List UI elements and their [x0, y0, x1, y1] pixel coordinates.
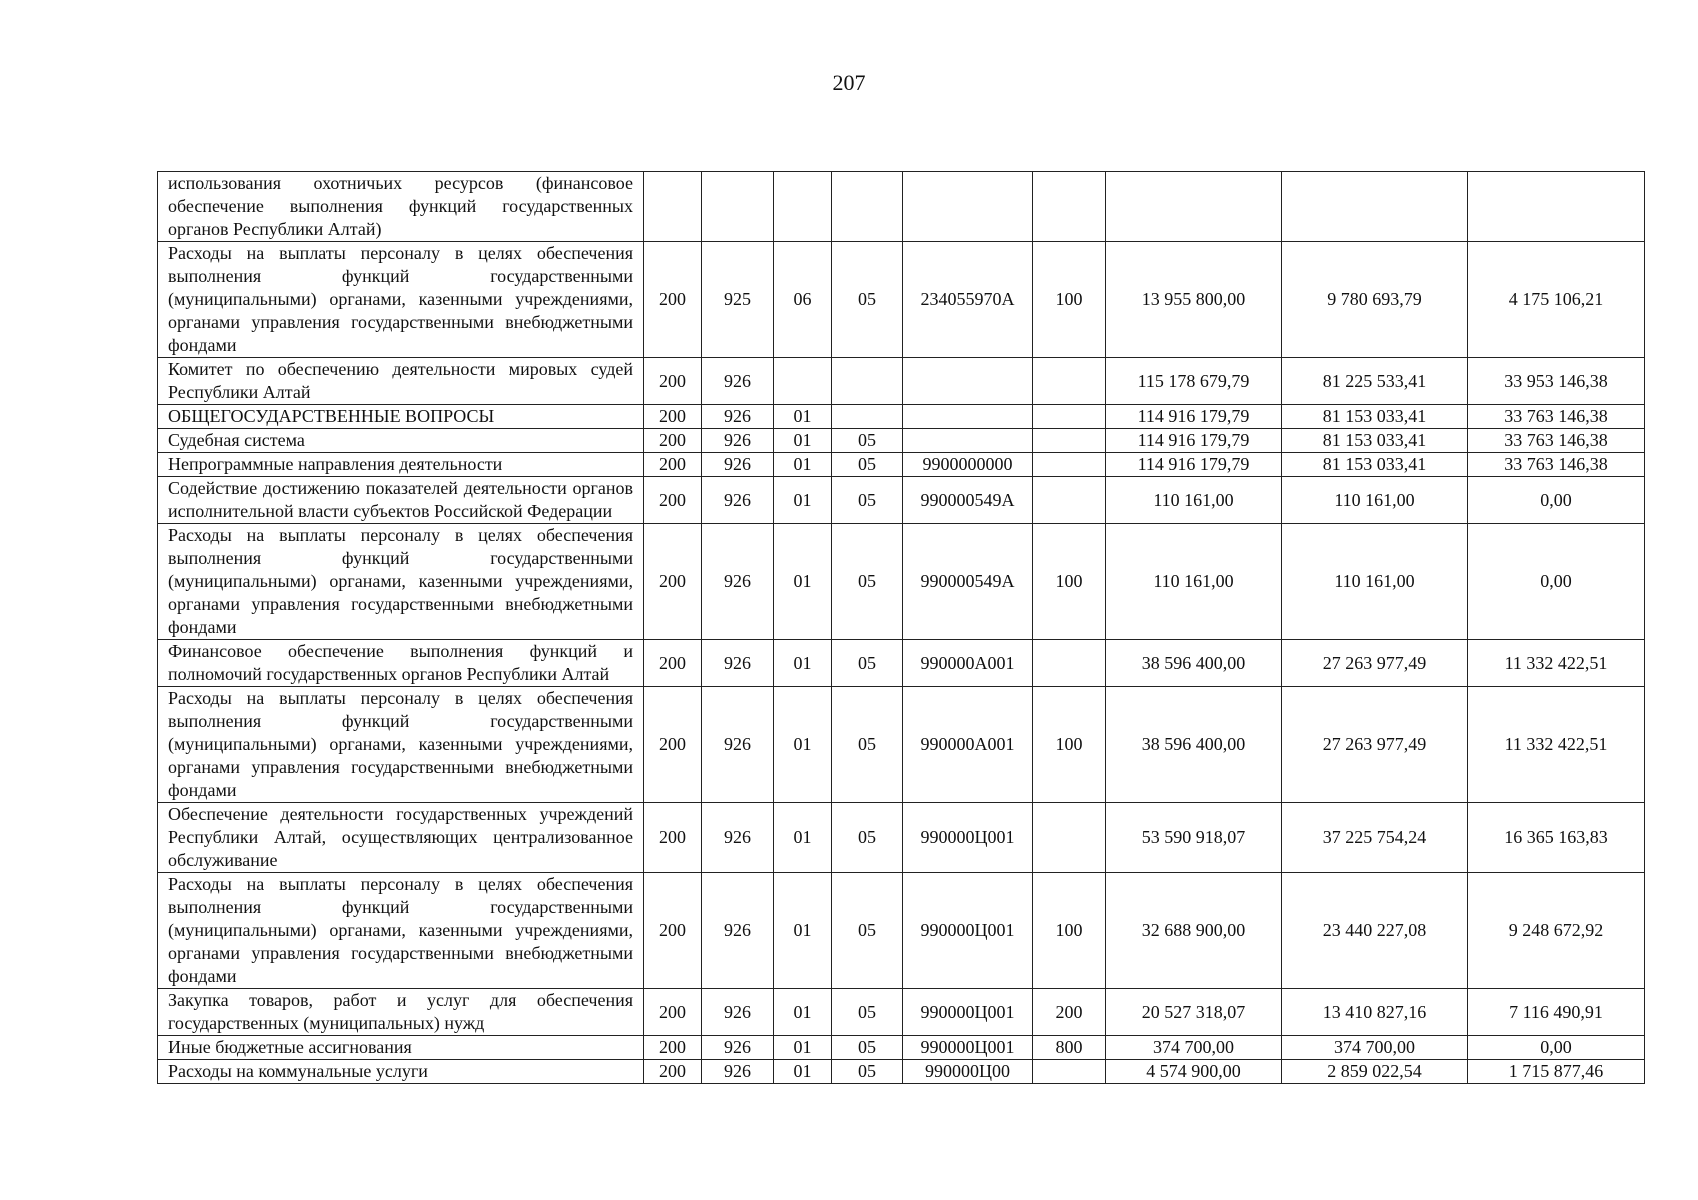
subsection-code	[832, 172, 903, 242]
target-article-code: 990000Ц001	[903, 1036, 1033, 1060]
line-item-name: Расходы на выплаты персоналу в целях обеспечения выполнения функций государственными (муниципальными) органами, казенными учреждениями, органами управления государственными внебюджетными фондами	[158, 242, 644, 358]
expense-type-code	[1033, 477, 1106, 524]
section-code	[774, 172, 832, 242]
line-item-name: Иные бюджетные ассигнования	[158, 1036, 644, 1060]
department-code: 926	[702, 524, 774, 640]
admin-code: 200	[644, 242, 702, 358]
subsection-code: 05	[832, 1060, 903, 1084]
line-item-name: Непрограммные направления деятельности	[158, 453, 644, 477]
target-article-code: 990000Ц001	[903, 989, 1033, 1036]
line-item-name: Расходы на выплаты персоналу в целях обеспечения выполнения функций государственными (муниципальными) органами, казенными учреждениями, органами управления государственными внебюджетными фондами	[158, 524, 644, 640]
remaining-amount: 0,00	[1468, 477, 1645, 524]
target-article-code: 234055970А	[903, 242, 1033, 358]
section-code: 01	[774, 803, 832, 873]
table-row	[158, 873, 1645, 989]
target-article-code: 990000Ц001	[903, 873, 1033, 989]
section-code: 01	[774, 405, 832, 429]
subsection-code: 05	[832, 989, 903, 1036]
executed-amount: 13 410 827,16	[1282, 989, 1468, 1036]
table-row	[158, 687, 1645, 803]
admin-code: 200	[644, 405, 702, 429]
section-code: 01	[774, 989, 832, 1036]
planned-amount: 110 161,00	[1106, 524, 1282, 640]
target-article-code	[903, 172, 1033, 242]
target-article-code: 990000А001	[903, 687, 1033, 803]
table-row	[158, 989, 1645, 1036]
line-item-name: Расходы на выплаты персоналу в целях обеспечения выполнения функций государственными (муниципальными) органами, казенными учреждениями, органами управления государственными внебюджетными фондами	[158, 873, 644, 989]
executed-amount: 27 263 977,49	[1282, 687, 1468, 803]
remaining-amount: 11 332 422,51	[1468, 640, 1645, 687]
line-item-name: Комитет по обеспечению деятельности мировых судей Республики Алтай	[158, 358, 644, 405]
subsection-code	[832, 358, 903, 405]
planned-amount	[1106, 172, 1282, 242]
admin-code: 200	[644, 640, 702, 687]
admin-code: 200	[644, 453, 702, 477]
remaining-amount: 33 953 146,38	[1468, 358, 1645, 405]
department-code	[702, 172, 774, 242]
line-item-name: Расходы на коммунальные услуги	[158, 1060, 644, 1084]
expense-type-code	[1033, 453, 1106, 477]
expense-type-code: 200	[1033, 989, 1106, 1036]
admin-code: 200	[644, 524, 702, 640]
expense-type-code: 100	[1033, 524, 1106, 640]
admin-code: 200	[644, 429, 702, 453]
expense-type-code	[1033, 405, 1106, 429]
executed-amount: 374 700,00	[1282, 1036, 1468, 1060]
subsection-code	[832, 405, 903, 429]
admin-code: 200	[644, 1036, 702, 1060]
section-code: 01	[774, 453, 832, 477]
target-article-code: 990000Ц001	[903, 803, 1033, 873]
executed-amount: 9 780 693,79	[1282, 242, 1468, 358]
table-row	[158, 429, 1645, 453]
planned-amount: 32 688 900,00	[1106, 873, 1282, 989]
remaining-amount: 7 116 490,91	[1468, 989, 1645, 1036]
planned-amount: 110 161,00	[1106, 477, 1282, 524]
target-article-code: 990000А001	[903, 640, 1033, 687]
remaining-amount: 16 365 163,83	[1468, 803, 1645, 873]
subsection-code: 05	[832, 803, 903, 873]
target-article-code: 990000Ц00	[903, 1060, 1033, 1084]
table-row	[158, 453, 1645, 477]
expense-type-code	[1033, 803, 1106, 873]
subsection-code: 05	[832, 873, 903, 989]
section-code: 01	[774, 429, 832, 453]
budget-table	[157, 171, 1645, 1084]
department-code: 926	[702, 453, 774, 477]
department-code: 926	[702, 687, 774, 803]
section-code: 01	[774, 873, 832, 989]
remaining-amount: 4 175 106,21	[1468, 242, 1645, 358]
subsection-code: 05	[832, 477, 903, 524]
planned-amount: 20 527 318,07	[1106, 989, 1282, 1036]
line-item-name: Расходы на выплаты персоналу в целях обеспечения выполнения функций государственными (муниципальными) органами, казенными учреждениями, органами управления государственными внебюджетными фондами	[158, 687, 644, 803]
subsection-code: 05	[832, 429, 903, 453]
expense-type-code	[1033, 1060, 1106, 1084]
planned-amount: 13 955 800,00	[1106, 242, 1282, 358]
line-item-name: Обеспечение деятельности государственных учреждений Республики Алтай, осуществляющих централизованное обслуживание	[158, 803, 644, 873]
section-code: 01	[774, 1060, 832, 1084]
target-article-code	[903, 405, 1033, 429]
target-article-code: 990000549А	[903, 477, 1033, 524]
section-code: 01	[774, 687, 832, 803]
planned-amount: 38 596 400,00	[1106, 687, 1282, 803]
executed-amount: 23 440 227,08	[1282, 873, 1468, 989]
department-code: 926	[702, 873, 774, 989]
page-number: 207	[832, 70, 866, 95]
expense-type-code	[1033, 172, 1106, 242]
table-row	[158, 803, 1645, 873]
subsection-code: 05	[832, 524, 903, 640]
department-code: 926	[702, 803, 774, 873]
expense-type-code: 100	[1033, 687, 1106, 803]
section-code: 01	[774, 477, 832, 524]
target-article-code: 990000549А	[903, 524, 1033, 640]
section-code: 01	[774, 524, 832, 640]
department-code: 925	[702, 242, 774, 358]
remaining-amount: 1 715 877,46	[1468, 1060, 1645, 1084]
expense-type-code	[1033, 358, 1106, 405]
department-code: 926	[702, 405, 774, 429]
subsection-code: 05	[832, 687, 903, 803]
line-item-name: Финансовое обеспечение выполнения функций и полномочий государственных органов Республики Алтай	[158, 640, 644, 687]
table-row	[158, 405, 1645, 429]
department-code: 926	[702, 1060, 774, 1084]
section-code: 01	[774, 640, 832, 687]
executed-amount: 81 153 033,41	[1282, 453, 1468, 477]
expense-type-code: 100	[1033, 873, 1106, 989]
remaining-amount: 11 332 422,51	[1468, 687, 1645, 803]
expense-type-code	[1033, 429, 1106, 453]
planned-amount: 374 700,00	[1106, 1036, 1282, 1060]
admin-code: 200	[644, 358, 702, 405]
executed-amount: 2 859 022,54	[1282, 1060, 1468, 1084]
department-code: 926	[702, 989, 774, 1036]
expense-type-code: 100	[1033, 242, 1106, 358]
remaining-amount	[1468, 172, 1645, 242]
planned-amount: 38 596 400,00	[1106, 640, 1282, 687]
section-code: 01	[774, 1036, 832, 1060]
executed-amount: 81 153 033,41	[1282, 429, 1468, 453]
planned-amount: 115 178 679,79	[1106, 358, 1282, 405]
subsection-code: 05	[832, 640, 903, 687]
department-code: 926	[702, 1036, 774, 1060]
executed-amount: 81 153 033,41	[1282, 405, 1468, 429]
department-code: 926	[702, 477, 774, 524]
table-row	[158, 524, 1645, 640]
remaining-amount: 0,00	[1468, 1036, 1645, 1060]
department-code: 926	[702, 640, 774, 687]
table-row	[158, 1060, 1645, 1084]
subsection-code: 05	[832, 453, 903, 477]
line-item-name: Судебная система	[158, 429, 644, 453]
line-item-name: использования охотничьих ресурсов (финансовое обеспечение выполнения функций государственных органов Республики Алтай)	[158, 172, 644, 242]
expense-type-code	[1033, 640, 1106, 687]
executed-amount: 110 161,00	[1282, 524, 1468, 640]
remaining-amount: 33 763 146,38	[1468, 453, 1645, 477]
planned-amount: 114 916 179,79	[1106, 405, 1282, 429]
section-code	[774, 358, 832, 405]
planned-amount: 53 590 918,07	[1106, 803, 1282, 873]
planned-amount: 114 916 179,79	[1106, 453, 1282, 477]
table-body	[158, 172, 1645, 1084]
subsection-code: 05	[832, 242, 903, 358]
admin-code	[644, 172, 702, 242]
department-code: 926	[702, 358, 774, 405]
admin-code: 200	[644, 687, 702, 803]
table-row	[158, 1036, 1645, 1060]
admin-code: 200	[644, 477, 702, 524]
table-row	[158, 640, 1645, 687]
subsection-code: 05	[832, 1036, 903, 1060]
expense-type-code: 800	[1033, 1036, 1106, 1060]
admin-code: 200	[644, 803, 702, 873]
line-item-name: ОБЩЕГОСУДАРСТВЕННЫЕ ВОПРОСЫ	[158, 405, 644, 429]
table-row	[158, 172, 1645, 242]
line-item-name: Закупка товаров, работ и услуг для обеспечения государственных (муниципальных) нужд	[158, 989, 644, 1036]
section-code: 06	[774, 242, 832, 358]
remaining-amount: 0,00	[1468, 524, 1645, 640]
line-item-name: Содействие достижению показателей деятельности органов исполнительной власти субъектов Российской Федерации	[158, 477, 644, 524]
target-article-code	[903, 429, 1033, 453]
admin-code: 200	[644, 1060, 702, 1084]
target-article-code	[903, 358, 1033, 405]
planned-amount: 4 574 900,00	[1106, 1060, 1282, 1084]
executed-amount: 37 225 754,24	[1282, 803, 1468, 873]
target-article-code: 9900000000	[903, 453, 1033, 477]
remaining-amount: 33 763 146,38	[1468, 429, 1645, 453]
admin-code: 200	[644, 989, 702, 1036]
executed-amount: 27 263 977,49	[1282, 640, 1468, 687]
table-row	[158, 358, 1645, 405]
table-row	[158, 477, 1645, 524]
executed-amount	[1282, 172, 1468, 242]
department-code: 926	[702, 429, 774, 453]
executed-amount: 81 225 533,41	[1282, 358, 1468, 405]
admin-code: 200	[644, 873, 702, 989]
executed-amount: 110 161,00	[1282, 477, 1468, 524]
remaining-amount: 33 763 146,38	[1468, 405, 1645, 429]
remaining-amount: 9 248 672,92	[1468, 873, 1645, 989]
planned-amount: 114 916 179,79	[1106, 429, 1282, 453]
table-row	[158, 242, 1645, 358]
